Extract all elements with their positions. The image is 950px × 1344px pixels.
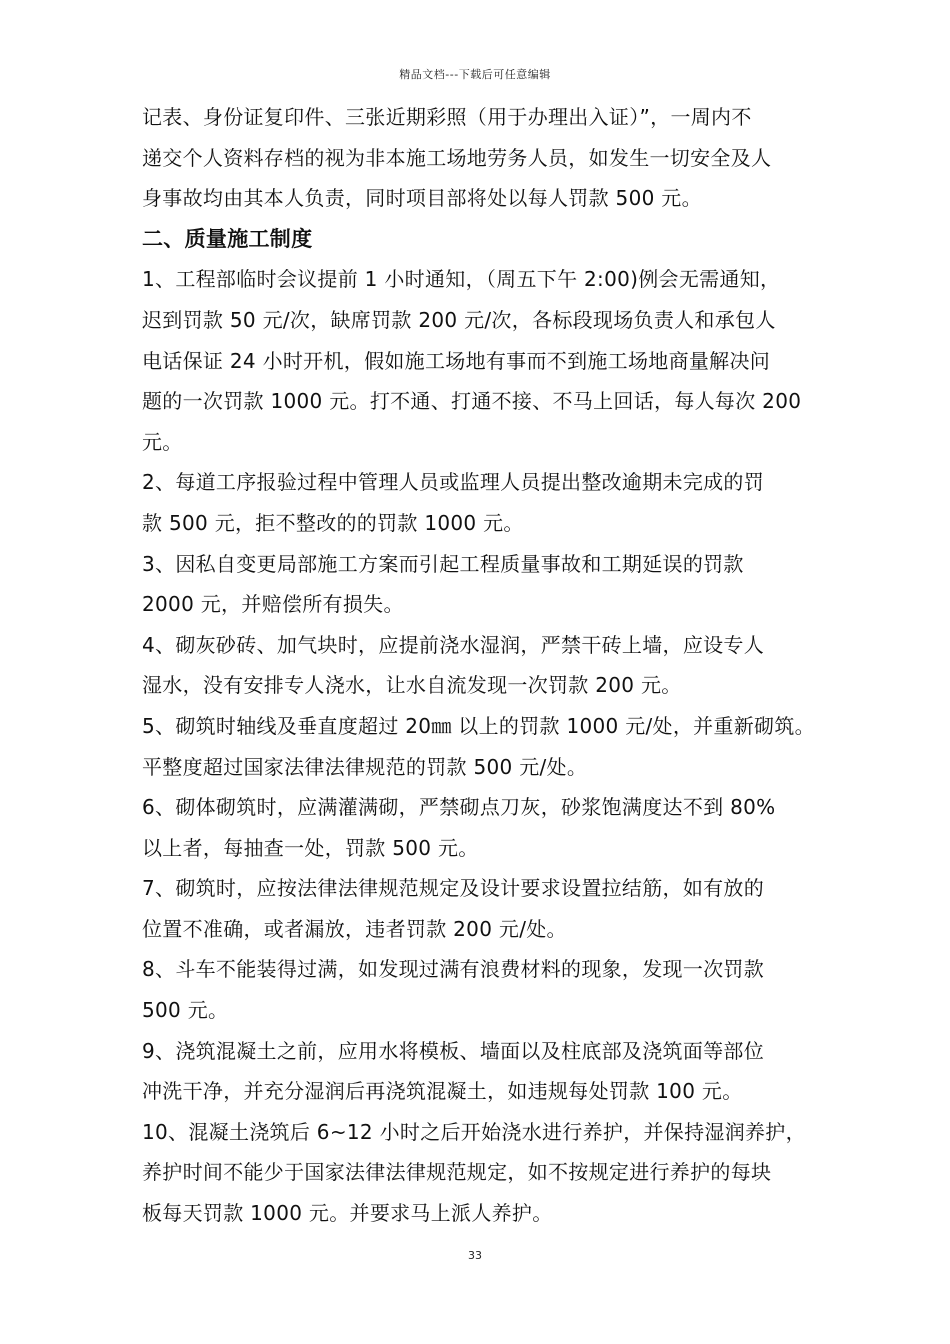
page-number: 33 [468, 1249, 482, 1262]
body-line: 1、工程部临时会议提前 1 小时通知，（周五下午 2:00)例会无需通知， [142, 267, 781, 292]
body-line: 位置不准确，或者漏放，违者罚款 200 元/处。 [142, 916, 567, 941]
body-line: 3、因私自变更局部施工方案而引起工程质量事故和工期延误的罚款 [142, 551, 744, 576]
body-line: 身事故均由其本人负责，同时项目部将处以每人罚款 500 元。 [142, 186, 702, 211]
body-line: 迟到罚款 50 元/次，缺席罚款 200 元/次，各标段现场负责人和承包人 [142, 307, 776, 332]
body-line: 8、斗车不能装得过满，如发现过满有浪费材料的现象，发现一次罚款 [142, 957, 765, 982]
body-line: 2、每道工序报验过程中管理人员或监理人员提出整改逾期未完成的罚 [142, 470, 765, 495]
body-line: 养护时间不能少于国家法律法律规范规定，如不按规定进行养护的每块 [142, 1160, 772, 1185]
body-line: 记表、身份证复印件、三张近期彩照（用于办理出入证）”，一周内不 [142, 105, 752, 129]
body-line: 9、浇筑混凝土之前，应用水将模板、墙面以及柱底部及浇筑面等部位 [142, 1038, 765, 1063]
body-line: 4、砌灰砂砖、加气块时，应提前浇水湿润，严禁干砖上墙，应设专人 [142, 632, 765, 657]
body-line: 元。 [142, 429, 183, 454]
body-line: 平整度超过国家法律法律规范的罚款 500 元/处。 [142, 754, 588, 779]
body-line: 7、砌筑时，应按法律法律规范规定及设计要求设置拉结筋，如有放的 [142, 876, 765, 901]
body-line: 电话保证 24 小时开机，假如施工场地有事而不到施工场地商量解决问 [142, 348, 771, 373]
body-line: 款 500 元，拒不整改的的罚款 1000 元。 [142, 510, 524, 535]
body-line: 递交个人资料存档的视为非本施工场地劳务人员，如发生一切安全及人 [142, 145, 772, 170]
body-line: 10、混凝土浇筑后 6~12 小时之后开始浇水进行养护，并保持湿润养护， [142, 1119, 806, 1144]
body-line: 湿水，没有安排专人浇水，让水自流发现一次罚款 200 元。 [142, 673, 682, 698]
body-line: 题的一次罚款 1000 元。打不通、打通不接、不马上回话，每人每次 200 [142, 389, 802, 414]
page-header: 精品文档---下载后可任意编辑 [399, 68, 551, 81]
body-line: 板每天罚款 1000 元。并要求马上派人养护。 [142, 1201, 553, 1226]
body-line: 以上者，每抽查一处，罚款 500 元。 [142, 835, 479, 860]
body-line: 6、砌体砌筑时，应满灌满砌，严禁砌点刀灰，砂浆饱满度达不到 80% [142, 795, 776, 820]
body-line: 2000 元，并赔偿所有损失。 [142, 592, 404, 617]
body-line: 5、砌筑时轴线及垂直度超过 20㎜ 以上的罚款 1000 元/处，并重新砌筑。 [142, 713, 815, 738]
section-heading: 二、质量施工制度 [142, 226, 313, 251]
document-body [142, 97, 842, 1234]
body-line: 500 元。 [142, 998, 229, 1023]
body-line: 冲洗干净，并充分湿润后再浇筑混凝土，如违规每处罚款 100 元。 [142, 1079, 743, 1104]
